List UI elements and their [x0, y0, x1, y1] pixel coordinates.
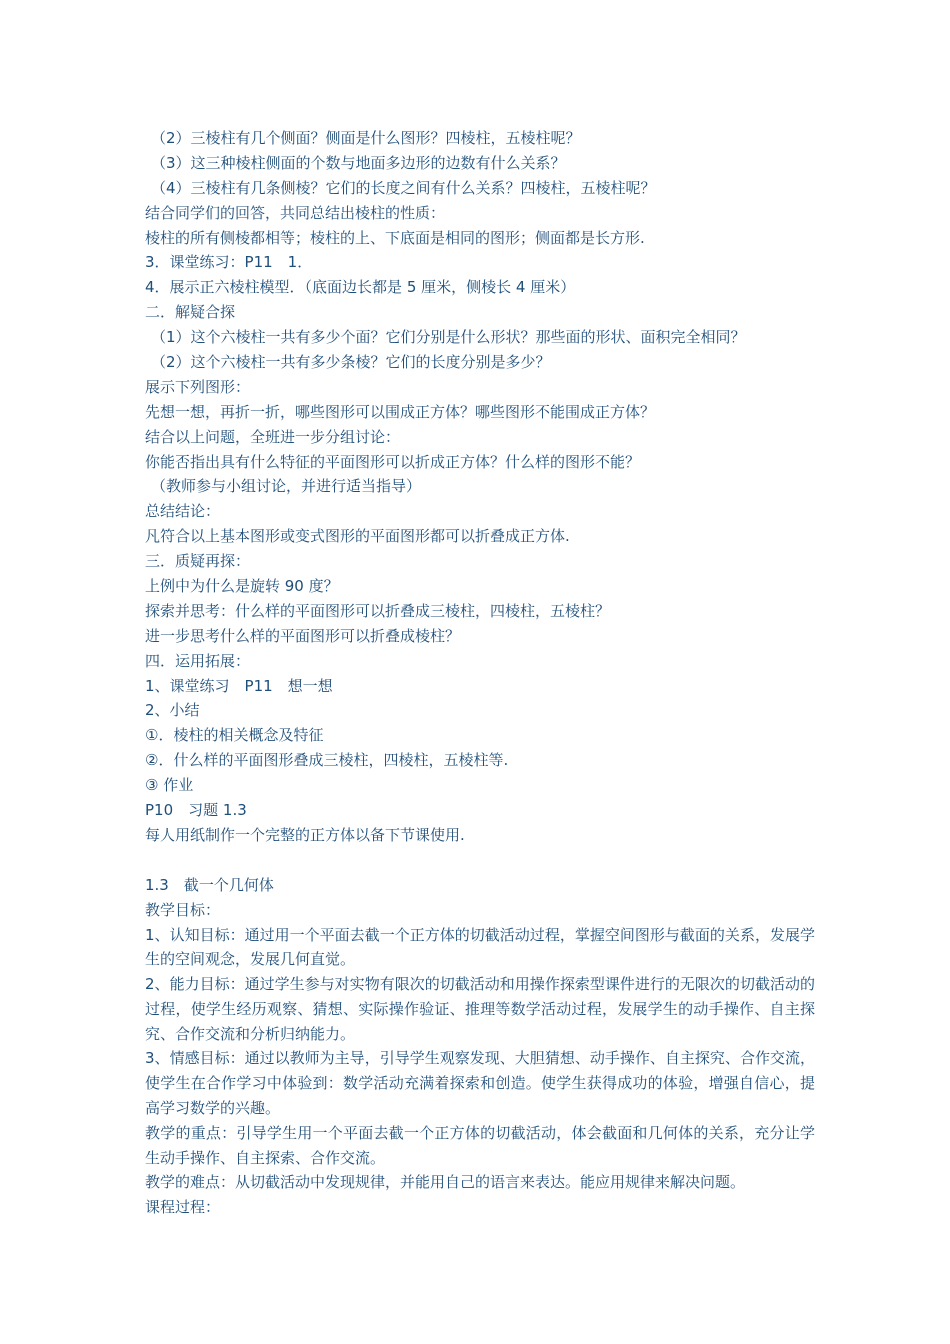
text-line: 先想一想，再折一折，哪些图形可以围成正方体？哪些图形不能围成正方体？: [145, 402, 656, 421]
text-line: 2、小结: [145, 701, 200, 720]
section-title: 1.3 截一个几何体: [145, 875, 274, 894]
process-heading: 课程过程：: [145, 1198, 221, 1217]
text-line: 你能否指出具有什么特征的平面图形可以折成正方体？什么样的图形不能？: [145, 452, 641, 471]
key-point-paragraph: 教学的重点：引导学生用一个平面去截一个正方体的切截活动，体会截面和几何体的关系，充分让学生动手操作、自主探索、合作交流。: [145, 1123, 815, 1167]
goal-paragraph: 3、情感目标：通过以教师为主导，引导学生观察发现、大胆猜想、动手操作、自主探究、合作交流，使学生在合作学习中体验到：数学活动充满着探索和创造。使学生获得成功的体验，增强自信心，提高学习数学的兴趣。: [145, 1049, 815, 1118]
text-line: 进一步思考什么样的平面图形可以折叠成棱柱？: [145, 626, 461, 645]
text-line: ①．棱柱的相关概念及特征: [145, 726, 324, 745]
text-line: 棱柱的所有侧棱都相等；棱柱的上、下底面是相同的图形；侧面都是长方形.: [145, 228, 645, 247]
goals-heading: 教学目标：: [145, 900, 221, 919]
text-line: 结合同学们的回答，共同总结出棱柱的性质：: [145, 203, 446, 222]
section-heading: 二．解疑合探: [145, 303, 236, 322]
text-line: 总结结论：: [145, 502, 221, 521]
text-line: 展示下列图形：: [145, 377, 251, 396]
goal-paragraph: 2、能力目标：通过学生参与对实物有限次的切截活动和用操作探索型课件进行的无限次的切截活动的过程，使学生经历观察、猜想、实际操作验证、推理等数学活动过程，发展学生的动手操作、自主探究、合作交流和分析归纳能力。: [145, 975, 815, 1043]
section-heading: 四．运用拓展：: [145, 651, 251, 670]
question-line: （4）三棱柱有几条侧棱？它们的长度之间有什么关系？四棱柱，五棱柱呢？: [151, 178, 656, 197]
text-line: ③ 作业: [145, 776, 194, 795]
text-line: 1、课堂练习 P11 想一想: [145, 676, 333, 695]
text-line: 结合以上问题，全班进一步分组讨论：: [145, 427, 401, 446]
question-line: （1）这个六棱柱一共有多少个面？它们分别是什么形状？那些面的形状、面积完全相同？: [151, 328, 746, 347]
difficulty-paragraph: 教学的难点：从切截活动中发现规律，并能用自己的语言来表达。能应用规律来解决问题。: [145, 1173, 746, 1192]
goal-paragraph: 1、认知目标：通过用一个平面去截一个正方体的切截活动过程，掌握空间图形与截面的关系，发展学生的空间观念，发展几何直觉。: [145, 925, 815, 969]
question-line: （2）这个六棱柱一共有多少条棱？它们的长度分别是多少？: [151, 353, 551, 372]
text-line: ②．什么样的平面图形叠成三棱柱，四棱柱，五棱柱等.: [145, 751, 509, 770]
text-line: 探索并思考：什么样的平面图形可以折叠成三棱柱，四棱柱，五棱柱？: [145, 601, 611, 620]
text-line: 凡符合以上基本图形或变式图形的平面图形都可以折叠成正方体.: [145, 527, 570, 546]
section-heading: 三．质疑再探：: [145, 552, 251, 571]
text-line: P10 习题 1.3: [145, 801, 247, 820]
document-body: [145, 126, 815, 1220]
question-line: （3）这三种棱柱侧面的个数与地面多边形的边数有什么关系？: [151, 153, 566, 172]
text-line: 每人用纸制作一个完整的正方体以备下节课使用.: [145, 825, 465, 844]
blank-line: [145, 848, 815, 873]
text-line: 3．课堂练习：P11 1．: [145, 253, 313, 272]
text-line: 上例中为什么是旋转 90 度？: [145, 577, 339, 596]
text-line: （教师参与小组讨论，并进行适当指导）: [151, 477, 422, 496]
question-line: （2）三棱柱有几个侧面？侧面是什么图形？四棱柱，五棱柱呢？: [151, 129, 581, 147]
text-line: 4．展示正六棱柱模型．（底面边长都是 5 厘米，侧棱长 4 厘米）: [145, 278, 576, 297]
